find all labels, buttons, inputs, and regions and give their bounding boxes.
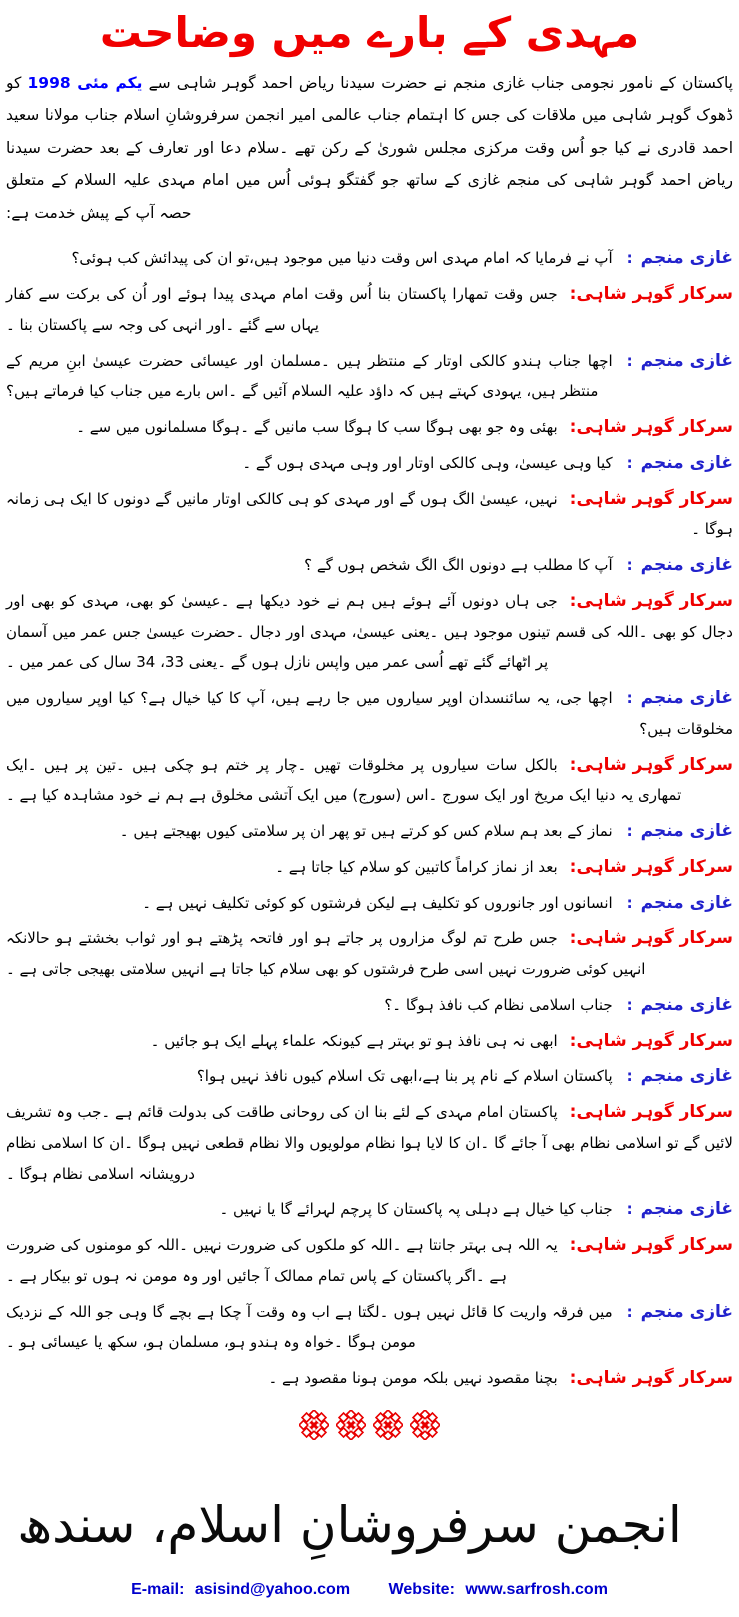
speaker-label: غازی منجم bbox=[640, 1199, 733, 1220]
dialog-text: یہ اللہ ہی بہتر جانتا ہے ۔اللہ کو ملکوں کی ضرورت نہیں ۔اللہ کو مومنوں کی ضرورت ہے ۔اگر پاکستان کے پاس تمام ممالک آ جائیں اور وہ مومن نہ ہوں تو بیکار ہے ۔ bbox=[6, 1236, 558, 1285]
website-url[interactable]: www.sarfrosh.com bbox=[465, 1580, 608, 1598]
flower-ornament-icon bbox=[410, 1410, 440, 1440]
speaker-colon: : bbox=[626, 1067, 633, 1086]
speaker-colon: : bbox=[626, 249, 633, 268]
website-label: Website: bbox=[388, 1580, 455, 1598]
dialog-entry bbox=[6, 1297, 733, 1359]
speaker-label: غازی منجم bbox=[640, 688, 733, 709]
speaker-label: سرکار گوہر شاہی: bbox=[569, 284, 733, 305]
meeting-date: یکم مئی 1998 bbox=[27, 73, 143, 92]
speaker-label: سرکار گوہر شاہی: bbox=[569, 928, 733, 949]
speaker-label: سرکار گوہر شاہی: bbox=[569, 1368, 733, 1389]
intro-text-after-date: کو ڈھوک گوہر شاہی میں ملاقات کی جس کا اہتمام جناب عالمی امیر انجمن سرفروشانِ اسلام جناب مولانا سعید احمد قادری نے کیا جو اُس وقت مرکزی مجلس شوریٰ کے رکن تھے ۔سلام دعا اور تعارف کے بعد حضرت سیدنا ریاض احمد گوہر شاہی کی منجم غازی کے ساتھ جو گفتگو ہوئی اُس میں امام مہدی علیہ السلام کے متعلق حصہ آپ کے پیش خدمت ہے: bbox=[6, 73, 733, 222]
speaker-label: سرکار گوہر شاہی: bbox=[569, 488, 733, 509]
dialog-entry bbox=[6, 1194, 733, 1225]
speaker-colon: : bbox=[626, 689, 633, 708]
speaker-label: غازی منجم bbox=[640, 821, 733, 842]
flower-ornament-icon bbox=[373, 1410, 403, 1440]
speaker-label: سرکار گوہر شاہی: bbox=[569, 754, 733, 775]
dialog-text: پاکستان اسلام کے نام پر بنا ہے،ابھی تک اسلام کیوں نافذ نہیں ہوا؟ bbox=[196, 1067, 613, 1086]
dialog-entry bbox=[6, 1061, 733, 1092]
dialog-text: بالکل سات سیاروں پر مخلوقات تھیں ۔چار پر ختم ہو چکی ہیں ۔تین پر ہیں ۔ایک تمھاری یہ دنیا ایک مریخ اور ایک سورج ۔اس (سورج) میں ایک آتشی مخلوق ہے ہم نے خود مشاہدہ کیا ہے ۔ bbox=[6, 755, 682, 805]
speaker-colon: : bbox=[626, 822, 633, 841]
speaker-label: سرکار گوہر شاہی: bbox=[569, 417, 733, 438]
dialog-entry bbox=[6, 484, 733, 546]
dialog-entry bbox=[6, 586, 733, 678]
email-address[interactable]: asisind@yahoo.com bbox=[194, 1580, 351, 1598]
dialog-text: اچھا جناب ہندو کالکی اوتار کے منتظر ہیں ۔مسلمان اور عیسائی حضرت عیسیٰ ابنِ مریم کے منتظر ہیں، یہودی کہتے ہیں کہ داؤد علیہ السلام آئیں گے ۔اس بارے میں جناب کیا فرماتے ہیں؟ bbox=[6, 351, 613, 401]
dialog-entry bbox=[6, 243, 733, 274]
dialog-entry bbox=[6, 412, 733, 443]
dialog-entry bbox=[6, 1230, 733, 1292]
dialog-entry bbox=[6, 888, 733, 919]
dialog-entry bbox=[6, 346, 733, 408]
dialog-entry bbox=[6, 1026, 733, 1057]
dialog-entry bbox=[6, 550, 733, 581]
speaker-label: غازی منجم bbox=[640, 555, 733, 576]
page-title: مہدی کے بارے میں وضاحت bbox=[99, 8, 640, 57]
speaker-label: غازی منجم bbox=[640, 248, 733, 269]
speaker-colon: : bbox=[626, 453, 633, 472]
speaker-colon: : bbox=[626, 1302, 633, 1321]
dialog bbox=[6, 243, 733, 1394]
dialog-text: نماز کے بعد ہم سلام کس کو کرتے ہیں تو پھر ان پر سلامتی کیوں بھیجتے ہیں ۔ bbox=[119, 822, 613, 841]
flower-ornament-icon bbox=[299, 1410, 329, 1440]
dialog-entry bbox=[6, 750, 733, 812]
dialog-text: بچنا مقصود نہیں بلکہ مومن ہونا مقصود ہے ۔ bbox=[268, 1369, 558, 1388]
speaker-label: سرکار گوہر شاہی: bbox=[569, 1235, 733, 1256]
dialog-entry bbox=[6, 923, 733, 985]
speaker-label: سرکار گوہر شاہی: bbox=[569, 856, 733, 877]
dialog-text: آپ نے فرمایا کہ امام مہدی اس وقت دنیا میں موجود ہیں،تو ان کی پیدائش کب ہوئی؟ bbox=[71, 249, 613, 268]
speaker-label: سرکار گوہر شاہی: bbox=[569, 590, 733, 611]
dialog-entry bbox=[6, 1097, 733, 1189]
dialog-entry bbox=[6, 1363, 733, 1394]
dialog-text: بھئی وہ جو بھی ہوگا سب کا ہوگا سب مانیں گے ۔ہوگا مسلمانوں میں سے ۔ bbox=[76, 418, 558, 437]
dialog-text: جناب کیا خیال ہے دہلی پہ پاکستان کا پرچم لہرائے گا یا نہیں ۔ bbox=[219, 1200, 613, 1219]
dialog-text: جناب اسلامی نظام کب نافذ ہوگا ۔؟ bbox=[384, 995, 613, 1014]
intro-paragraph bbox=[6, 67, 733, 230]
dialog-text: اچھا جی، یہ سائنسدان اوپر سیاروں میں جا رہے ہیں، آپ کا کیا خیال ہے؟ کیا اوپر سیاروں میں مخلوقات ہیں؟ bbox=[6, 689, 733, 738]
dialog-text: پاکستان امام مہدی کے لئے بنا ان کی روحانی طاقت کی بدولت قائم ہے ۔جب وہ تشریف لائیں گے تو اسلامی نظام بھی آ جائے گا ۔ان کا لایا ہوا نظام مولویوں والا نظام قطعی نہیں ہوگا ۔ان کا اسلامی نظام درویشانہ اسلامی نظام ہوگا ۔ bbox=[6, 1103, 733, 1183]
dialog-text: جی ہاں دونوں آئے ہوئے ہیں ہم نے خود دیکھا ہے ۔عیسیٰ کو بھی، مہدی کو بھی اور دجال کو بھی ۔اللہ کی قسم تینوں موجود ہیں ۔یعنی عیسیٰ، مہدی اور دجال ۔حضرت عیسیٰ جس عمر میں آسمان پر اٹھائے گئے تھے اُسی عمر میں واپس نازل ہوں گے ۔یعنی 33، 34 سال کی عمر میں ۔ bbox=[6, 591, 733, 672]
dialog-text: بعد از نماز کراماً کاتبین کو سلام کیا جاتا ہے ۔ bbox=[275, 857, 558, 876]
ornament-row bbox=[6, 1410, 733, 1444]
dialog-text: ابھی نہ ہی نافذ ہو تو بہتر ہے کیونکہ علماء پہلے ایک ہو جائیں ۔ bbox=[150, 1031, 558, 1050]
speaker-label: غازی منجم bbox=[640, 350, 733, 371]
footer bbox=[6, 1581, 733, 1599]
intro-text-before-date: پاکستان کے نامور نجومی جناب غازی منجم نے حضرت سیدنا ریاض احمد گوہر شاہی سے bbox=[142, 73, 733, 92]
speaker-colon: : bbox=[626, 556, 633, 575]
dialog-entry bbox=[6, 990, 733, 1021]
speaker-label: غازی منجم bbox=[640, 452, 733, 473]
dialog-entry bbox=[6, 816, 733, 847]
speaker-label: سرکار گوہر شاہی: bbox=[569, 1030, 733, 1051]
dialog-text: انسانوں اور جانوروں کو تکلیف ہے لیکن فرشتوں کو کوئی تکلیف نہیں ہے ۔ bbox=[142, 893, 613, 912]
speaker-label: غازی منجم bbox=[640, 1301, 733, 1322]
dialog-entry bbox=[6, 852, 733, 883]
speaker-label: سرکار گوہر شاہی: bbox=[569, 1102, 733, 1123]
flower-ornament-icon bbox=[336, 1410, 366, 1440]
dialog-entry bbox=[6, 279, 733, 341]
dialog-entry bbox=[6, 448, 733, 479]
organization-signature: انجمن سرفروشانِ اسلام، سندھ bbox=[17, 1495, 682, 1554]
dialog-text: میں فرقہ واریت کا قائل نہیں ہوں ۔لگتا ہے اب وہ وقت آ چکا ہے بچے گا وہی جو اللہ کے نزدیک مومن ہوگا ۔خواہ وہ ہندو ہو، مسلمان ہو، سکھ یا عیسائی ہو ۔ bbox=[6, 1302, 613, 1352]
dialog-text: جس وقت تمھارا پاکستان بنا اُس وقت امام مہدی پیدا ہوئے اور اُن کی برکت سے کفار یہاں سے گئے ۔اور انہی کی وجہ سے پاکستان بنا ۔ bbox=[6, 285, 558, 334]
speaker-label: غازی منجم bbox=[640, 994, 733, 1015]
speaker-colon: : bbox=[626, 351, 633, 370]
dialog-entry bbox=[6, 683, 733, 745]
speaker-colon: : bbox=[626, 893, 633, 912]
speaker-colon: : bbox=[626, 995, 633, 1014]
dialog-text: آپ کا مطلب ہے دونوں الگ الگ شخص ہوں گے ؟ bbox=[304, 556, 613, 575]
speaker-label: غازی منجم bbox=[640, 892, 733, 913]
speaker-label: غازی منجم bbox=[640, 1066, 733, 1087]
email-label: E-mail: bbox=[131, 1580, 185, 1598]
dialog-text: جس طرح تم لوگ مزاروں پر جاتے ہو اور فاتحہ پڑھتے ہو اور ثواب بخشتے ہو حالانکہ انہیں کوئی ضرورت نہیں اسی طرح فرشتوں کو بھی سلام کیا جاتا ہے انہیں سلامتی بھیجی جاتی ہے ۔ bbox=[6, 929, 646, 979]
dialog-text: کیا وہی عیسیٰ، وہی کالکی اوتار اور وہی مہدی ہوں گے ۔ bbox=[242, 453, 613, 472]
speaker-colon: : bbox=[626, 1200, 633, 1219]
dialog-text: نہیں، عیسیٰ الگ ہوں گے اور مہدی کو ہی کالکی اوتار مانیں گے دونوں کا ایک ہی زمانہ ہوگا ۔ bbox=[6, 489, 733, 539]
